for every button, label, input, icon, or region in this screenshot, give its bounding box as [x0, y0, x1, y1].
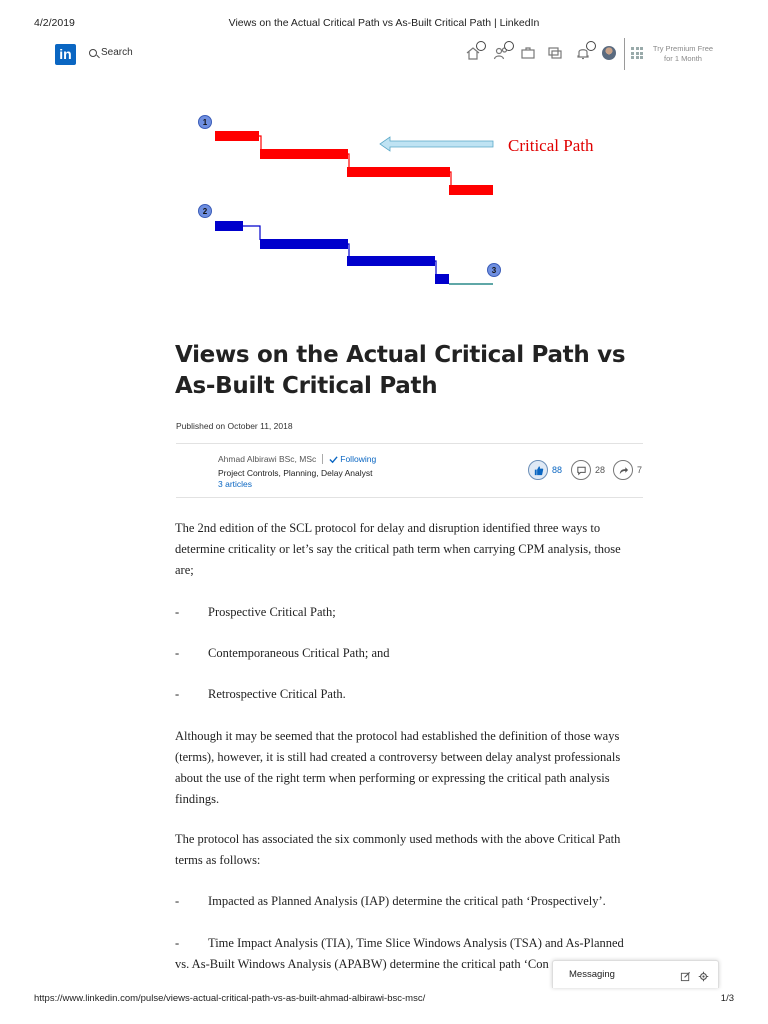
comment-icon[interactable] — [571, 460, 591, 480]
marker-2 — [199, 205, 212, 218]
published-date: Published on October 11, 2018 — [176, 421, 293, 431]
linkedin-nav-bar — [55, 38, 720, 72]
author-headline: Project Controls, Planning, Delay Analyst — [218, 468, 373, 478]
bullet-text: Retrospective Critical Path. — [208, 687, 346, 701]
bullet-text: Impacted as Planned Analysis (IAP) determine the critical path ‘Prospectively’. — [208, 894, 606, 908]
home-icon[interactable] — [465, 45, 481, 61]
print-date: 4/2/2019 — [34, 17, 75, 29]
try-premium-link[interactable] — [648, 44, 718, 63]
author-articles-link[interactable]: 3 articles — [218, 479, 253, 489]
share-action[interactable] — [613, 460, 642, 480]
messaging-icon[interactable] — [547, 45, 563, 61]
asbuilt-bar-1 — [215, 221, 243, 231]
bullet-dash: - — [175, 936, 180, 950]
bullet-text: Time Impact Analysis (TIA), Time Slice Windows Analysis (TSA) and As-Planned — [208, 936, 624, 950]
asbuilt-bar-2 — [260, 239, 348, 249]
marker-1 — [199, 116, 212, 129]
marker-3 — [488, 264, 501, 277]
print-url: https://www.linkedin.com/pulse/views-actual-critical-path-vs-as-built-ahmad-albirawi-bsc-msc/ — [34, 993, 426, 1004]
divider-top — [176, 443, 643, 444]
bullet-text: Contemporaneous Critical Path; and — [208, 646, 390, 660]
share-icon[interactable] — [613, 460, 633, 480]
comment-action[interactable] — [571, 460, 605, 480]
asbuilt-bar-3 — [347, 256, 435, 266]
bullet-dash: - — [175, 605, 180, 619]
print-footer — [34, 993, 734, 1007]
search-icon — [89, 49, 97, 57]
critical-link-1 — [259, 136, 261, 151]
body-paragraph-2: Although it may be seemed that the protocol had established the definition of those ways (terms), however, it is still had created a controversy between delay analyst professionals about the use of the right term when performing or expressing the critical path analysis findings. — [175, 729, 621, 806]
work-grid-icon[interactable] — [631, 47, 643, 59]
comment-count[interactable]: 28 — [595, 465, 606, 475]
like-icon[interactable] — [528, 460, 548, 480]
critical-bar-1 — [215, 131, 259, 141]
bullet-dash: - — [175, 646, 180, 660]
print-page-number: 1/3 — [720, 993, 734, 1004]
nav-divider — [624, 38, 625, 70]
critical-path-label: Critical Path — [508, 136, 594, 155]
premium-line-2: for 1 Month — [664, 53, 702, 63]
asbuilt-bar-4 — [435, 274, 449, 284]
profile-avatar[interactable] — [602, 46, 616, 60]
bullet-dash: - — [175, 687, 180, 701]
author-name[interactable]: Ahmad Albirawi BSc, MSc — [218, 454, 317, 464]
bullet-text: vs. As-Built Windows Analysis (APABW) determine the critical path ‘Con — [175, 957, 549, 971]
jobs-icon[interactable] — [520, 45, 536, 61]
critical-bar-2 — [260, 149, 348, 159]
print-page-title: Views on the Actual Critical Path vs As-Built Critical Path | LinkedIn — [228, 17, 540, 29]
search-label: Search — [101, 47, 133, 58]
following-label: Following — [340, 454, 377, 464]
marker-2-label: 2 — [202, 207, 208, 216]
notifications-badge — [586, 41, 596, 51]
compose-icon[interactable] — [680, 969, 691, 980]
hero-gantt-image — [190, 108, 610, 298]
checkmark-icon — [329, 455, 338, 464]
my-network-badge — [504, 41, 514, 51]
article-title: Views on the Actual Critical Path vs As-Built Critical Path — [175, 342, 626, 399]
my-network-icon[interactable] — [493, 45, 509, 61]
search-button[interactable] — [89, 47, 133, 58]
body-paragraph-3: The protocol has associated the six commonly used methods with the above Critical Path terms as follows: — [175, 832, 621, 867]
critical-path-arrow — [380, 137, 493, 151]
author-separator — [322, 454, 323, 464]
like-count[interactable]: 88 — [552, 465, 563, 475]
like-action[interactable] — [528, 460, 562, 480]
bullet-text: Prospective Critical Path; — [208, 605, 336, 619]
messaging-overlay[interactable] — [552, 960, 719, 988]
marker-1-label: 1 — [202, 118, 208, 127]
premium-line-1: Try Premium Free — [652, 44, 714, 53]
author-block — [218, 453, 518, 489]
body-paragraph-1: The 2nd edition of the SCL protocol for delay and disruption identified three ways to determine criticality or let’s say the critical path term when carrying CPM analysis, those are; — [175, 521, 621, 577]
share-count[interactable]: 7 — [637, 465, 643, 475]
critical-bar-4 — [449, 185, 493, 195]
marker-3-label: 3 — [491, 266, 497, 275]
bullet-dash: - — [175, 894, 180, 908]
notifications-icon[interactable] — [575, 45, 591, 61]
print-header — [34, 17, 734, 31]
settings-gear-icon[interactable] — [698, 969, 709, 980]
critical-bar-3 — [347, 167, 450, 177]
messaging-label[interactable]: Messaging — [569, 969, 615, 980]
linkedin-logo[interactable]: in — [55, 44, 76, 65]
social-actions — [528, 460, 648, 482]
following-button[interactable] — [329, 454, 376, 464]
divider-bottom — [176, 497, 643, 498]
asbuilt-link-1 — [243, 226, 260, 240]
home-badge — [476, 41, 486, 51]
